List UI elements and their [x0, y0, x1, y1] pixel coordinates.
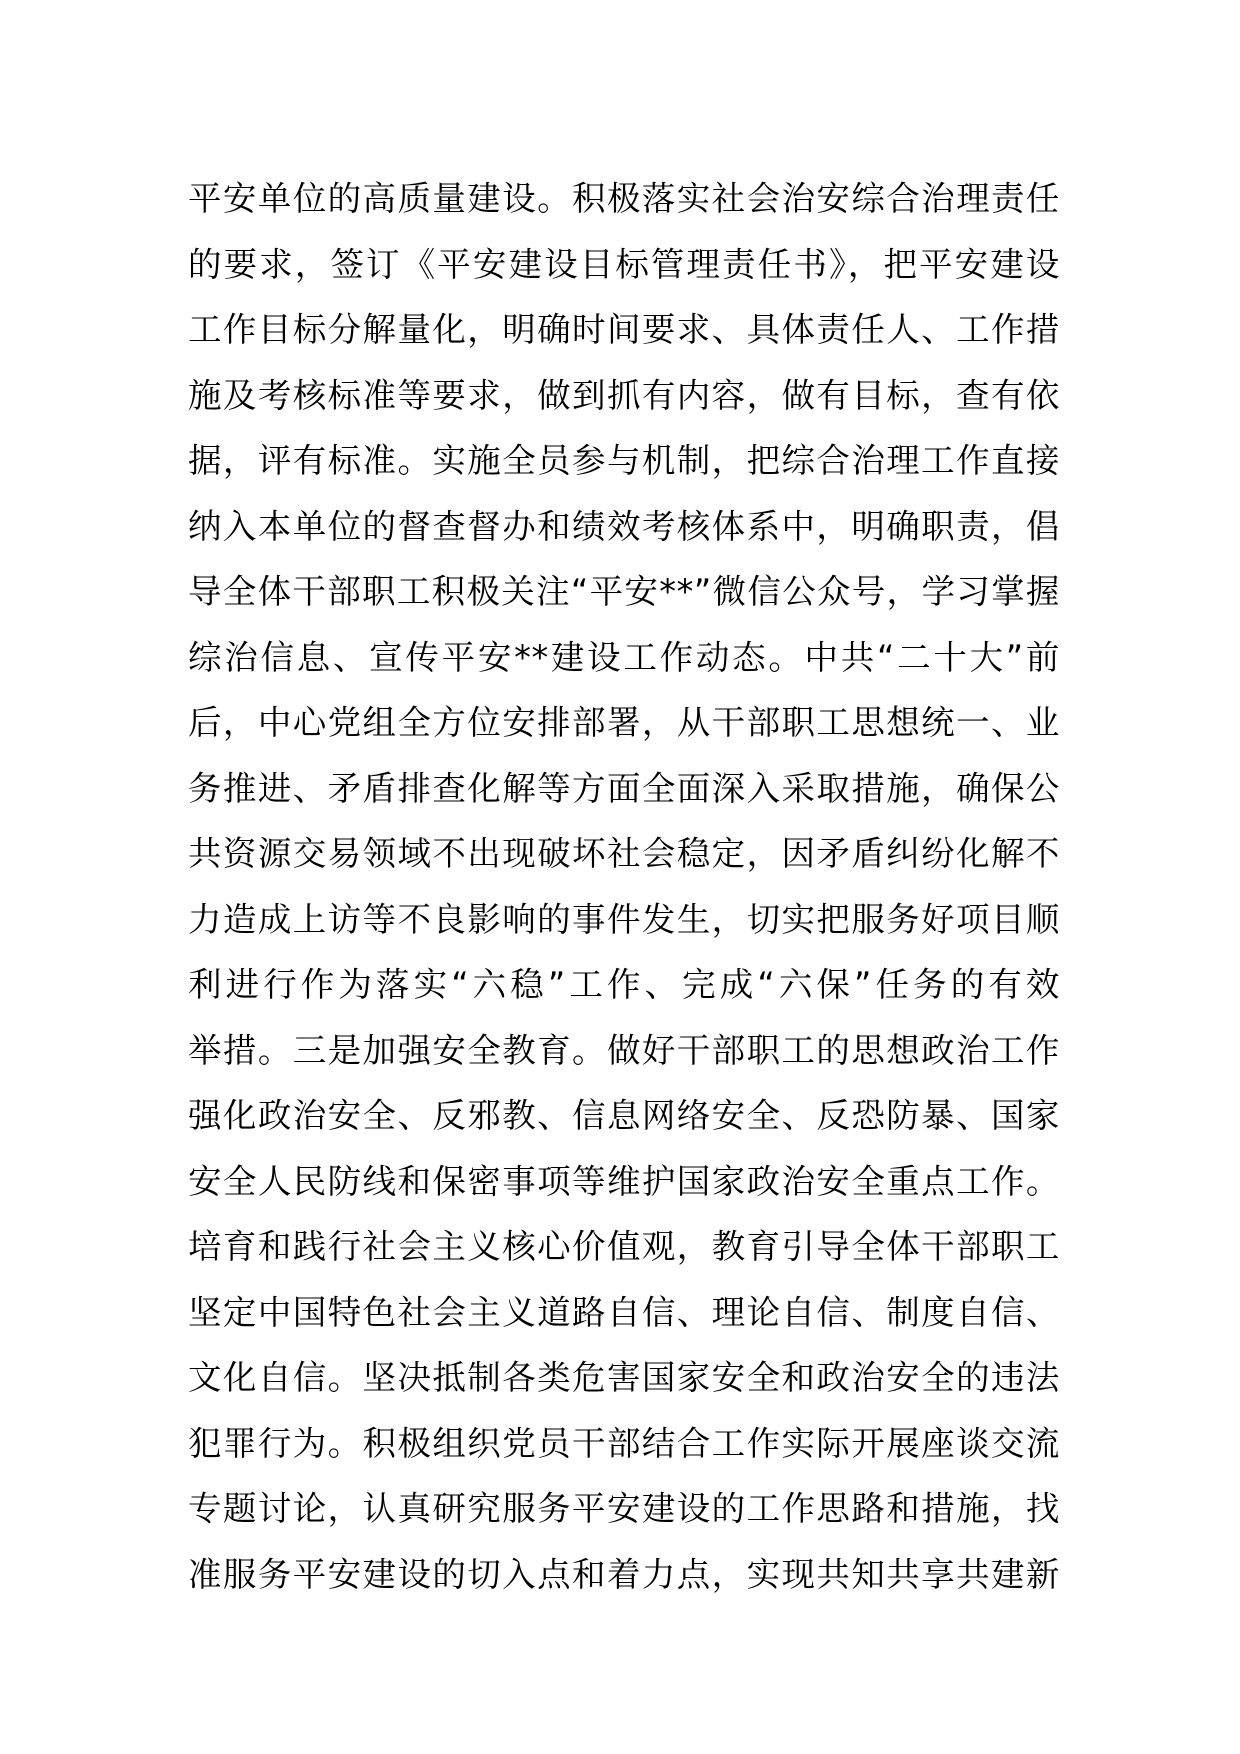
- text-line: 准服务平安建设的切入点和着力点，实现共知共享共建新: [188, 1554, 1060, 1594]
- text-line: 据，评有标准。实施全员参与机制，把综合治理工作直接: [188, 441, 1060, 480]
- text-line: 纳入本单位的督查督办和绩效考核体系中，明确职责，倡: [188, 506, 1060, 546]
- text-line: 务推进、矛盾排查化解等方面全面深入采取措施，确保公: [188, 768, 1060, 808]
- text-line: 的要求，签订《平安建设目标管理责任书》，把平安建设: [188, 244, 1060, 284]
- text-line: 平安单位的高质量建设。积极落实社会治安综合治理责任: [188, 179, 1060, 218]
- text-line: 后，中心党组全方位安排部署，从干部职工思想统一、业: [188, 703, 1060, 742]
- text-line: 利进行作为落实“六稳”工作、完成“六保”任务的有效: [188, 965, 1060, 1004]
- text-line: 文化自信。坚决抵制各类危害国家安全和政治安全的违法: [188, 1358, 1060, 1397]
- text-line: 综治信息、宣传平安**建设工作动态。中共“二十大”前: [188, 637, 1060, 677]
- text-line: 举措。三是加强安全教育。做好干部职工的思想政治工作: [188, 1030, 1060, 1070]
- text-line: 力造成上访等不良影响的事件发生，切实把服务好项目顺: [188, 899, 1060, 939]
- text-line: 坚定中国特色社会主义道路自信、理论自信、制度自信、: [188, 1292, 1060, 1332]
- text-line: 导全体干部职工积极关注“平安**”微信公众号，学习掌握: [188, 572, 1060, 611]
- text-line: 专题讨论，认真研究服务平安建设的工作思路和措施，找: [188, 1489, 1060, 1528]
- text-line: 施及考核标准等要求，做到抓有内容，做有目标，查有依: [188, 375, 1060, 415]
- text-line: 工作目标分解量化，明确时间要求、具体责任人、工作措: [188, 310, 1060, 349]
- text-line: 强化政治安全、反邪教、信息网络安全、反恐防暴、国家: [188, 1096, 1060, 1135]
- text-line: 犯罪行为。积极组织党员干部结合工作实际开展座谈交流: [188, 1423, 1060, 1463]
- text-line: 共资源交易领域不出现破坏社会稳定，因矛盾纠纷化解不: [188, 834, 1060, 873]
- body-text: [188, 166, 1060, 1607]
- text-line: 培育和践行社会主义核心价值观，教育引导全体干部职工: [188, 1227, 1060, 1266]
- text-line: 安全人民防线和保密事项等维护国家政治安全重点工作。: [188, 1161, 1060, 1201]
